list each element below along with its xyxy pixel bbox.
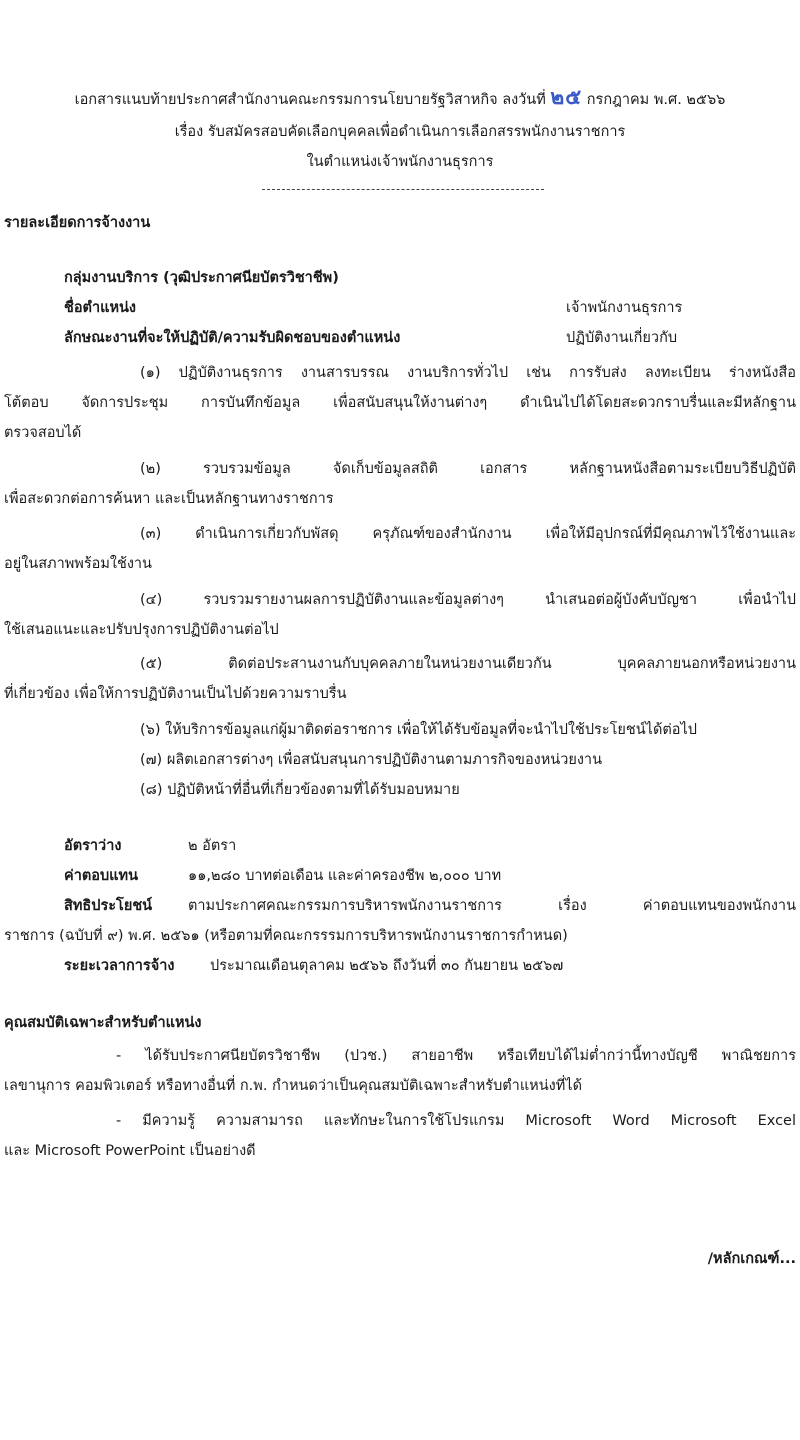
header-divider bbox=[262, 189, 544, 190]
qualification-2-line-2: และ Microsoft PowerPoint เป็นอย่างดี bbox=[4, 1143, 256, 1159]
vacancy-value: ๒ อัตรา bbox=[188, 838, 237, 854]
section-title: รายละเอียดการจ้างงาน bbox=[4, 215, 151, 231]
duty-1-line-1: (๑) ปฏิบัติงานธุรการ งานสารบรรณ งานบริการทั่วไป เช่น การรับส่ง ลงทะเบียน ร่างหนังสือ bbox=[140, 365, 796, 381]
pay-value: ๑๑,๒๘๐ บาทต่อเดือน และค่าครองชีพ ๒,๐๐๐ บาท bbox=[188, 868, 502, 884]
duty-5-line-2: ที่เกี่ยวข้อง เพื่อให้การปฏิบัติงานเป็นไปด้วยความราบรื่น bbox=[4, 686, 347, 702]
duty-1-line-3: ตรวจสอบได้ bbox=[4, 425, 82, 441]
header-line-1-month-year: กรกฎาคม พ.ศ. ๒๕๖๖ bbox=[586, 92, 726, 108]
duty-2-line-1: (๒) รวบรวมข้อมูล จัดเก็บข้อมูลสถิติ เอกสาร หลักฐานหนังสือตามระเบียบวิธีปฏิบัติ bbox=[140, 461, 796, 477]
duty-7: (๗) ผลิตเอกสารต่างๆ เพื่อสนับสนุนการปฏิบัติงานตามภารกิจของหน่วยงาน bbox=[140, 752, 602, 768]
qualification-2-line-1: - มีความรู้ ความสามารถ และทักษะในการใช้โปรแกรม Microsoft Word Microsoft Excel bbox=[116, 1113, 796, 1129]
period-value: ประมาณเดือนตุลาคม ๒๕๖๖ ถึงวันที่ ๓๐ กันยายน ๒๕๖๗ bbox=[210, 958, 564, 974]
position-value: เจ้าพนักงานธุรการ bbox=[566, 300, 683, 316]
duty-3-line-1: (๓) ดำเนินการเกี่ยวกับพัสดุ ครุภัณฑ์ของสำนักงาน เพื่อให้มีอุปกรณ์ที่มีคุณภาพไว้ใช้งานและ bbox=[140, 526, 796, 542]
duties-value: ปฏิบัติงานเกี่ยวกับ bbox=[566, 330, 678, 346]
header-subject: เรื่อง รับสมัครสอบคัดเลือกบุคคลเพื่อดำเนินการเลือกสรรพนักงานราชการ bbox=[174, 124, 626, 140]
period-label: ระยะเวลาการจ้าง bbox=[64, 958, 175, 974]
header-line-1-text: เอกสารแนบท้ายประกาศสำนักงานคณะกรรมการนโยบายรัฐวิสาหกิจ ลงวันที่ bbox=[74, 92, 546, 108]
vacancy-label: อัตราว่าง bbox=[64, 838, 122, 854]
duty-4-line-2: ใช้เสนอแนะและปรับปรุงการปฏิบัติงานต่อไป bbox=[4, 622, 279, 638]
qualifications-title: คุณสมบัติเฉพาะสำหรับตำแหน่ง bbox=[4, 1015, 202, 1031]
duty-5-line-1: (๕) ติดต่อประสานงานกับบุคคลภายในหน่วยงานเดียวกัน บุคคลภายนอกหรือหน่วยงาน bbox=[140, 656, 796, 672]
position-label: ชื่อตำแหน่ง bbox=[64, 300, 137, 316]
duty-1-line-2: โต้ตอบ จัดการประชุม การบันทึกข้อมูล เพื่อสนับสนุนให้งานต่างๆ ดำเนินไปได้โดยสะดวกราบรื่นและมีหลักฐาน bbox=[4, 395, 796, 411]
qualification-1-line-2: เลขานุการ คอมพิวเตอร์ หรือทางอื่นที่ ก.พ. กำหนดว่าเป็นคุณสมบัติเฉพาะสำหรับตำแหน่งที่ได้ bbox=[4, 1078, 582, 1094]
duty-3-line-2: อยู่ในสภาพพร้อมใช้งาน bbox=[4, 556, 152, 572]
header-position: ในตำแหน่งเจ้าพนักงานธุรการ bbox=[306, 154, 494, 170]
benefit-value-line-1: ตามประกาศคณะกรรมการบริหารพนักงานราชการ เรื่อง ค่าตอบแทนของพนักงาน bbox=[188, 898, 796, 914]
header-line-1 bbox=[0, 84, 800, 110]
duty-4-line-1: (๔) รวบรวมรายงานผลการปฏิบัติงานและข้อมูลต่างๆ นำเสนอต่อผู้บังคับบัญชา เพื่อนำไป bbox=[140, 592, 796, 608]
benefit-label: สิทธิประโยชน์ bbox=[64, 898, 153, 914]
job-group: กลุ่มงานบริการ (วุฒิประกาศนียบัตรวิชาชีพ) bbox=[64, 270, 339, 286]
duties-label: ลักษณะงานที่จะให้ปฏิบัติ/ความรับผิดชอบของตำแหน่ง bbox=[64, 330, 401, 346]
duty-8: (๘) ปฏิบัติหน้าที่อื่นที่เกี่ยวข้องตามที่ได้รับมอบหมาย bbox=[140, 782, 460, 798]
benefit-value-line-2: ราชการ (ฉบับที่ ๙) พ.ศ. ๒๕๖๑ (หรือตามที่คณะกรรรมการบริหารพนักงานราชการกำหนด) bbox=[4, 928, 568, 944]
continuation-marker: /หลักเกณฑ์... bbox=[707, 1251, 796, 1267]
handwritten-date: ๒๕ bbox=[550, 84, 583, 109]
qualification-1-line-1: - ได้รับประกาศนียบัตรวิชาชีพ (ปวช.) สายอาชีพ หรือเทียบได้ไม่ต่ำกว่านี้ทางบัญชี พาณิชยการ bbox=[116, 1048, 796, 1064]
duty-2-line-2: เพื่อสะดวกต่อการค้นหา และเป็นหลักฐานทางราชการ bbox=[4, 491, 334, 507]
pay-label: ค่าตอบแทน bbox=[64, 868, 138, 884]
duty-6: (๖) ให้บริการข้อมูลแก่ผู้มาติดต่อราชการ เพื่อให้ได้รับข้อมูลที่จะนำไปใช้ประโยชน์ได้ต่อไป bbox=[140, 722, 697, 738]
